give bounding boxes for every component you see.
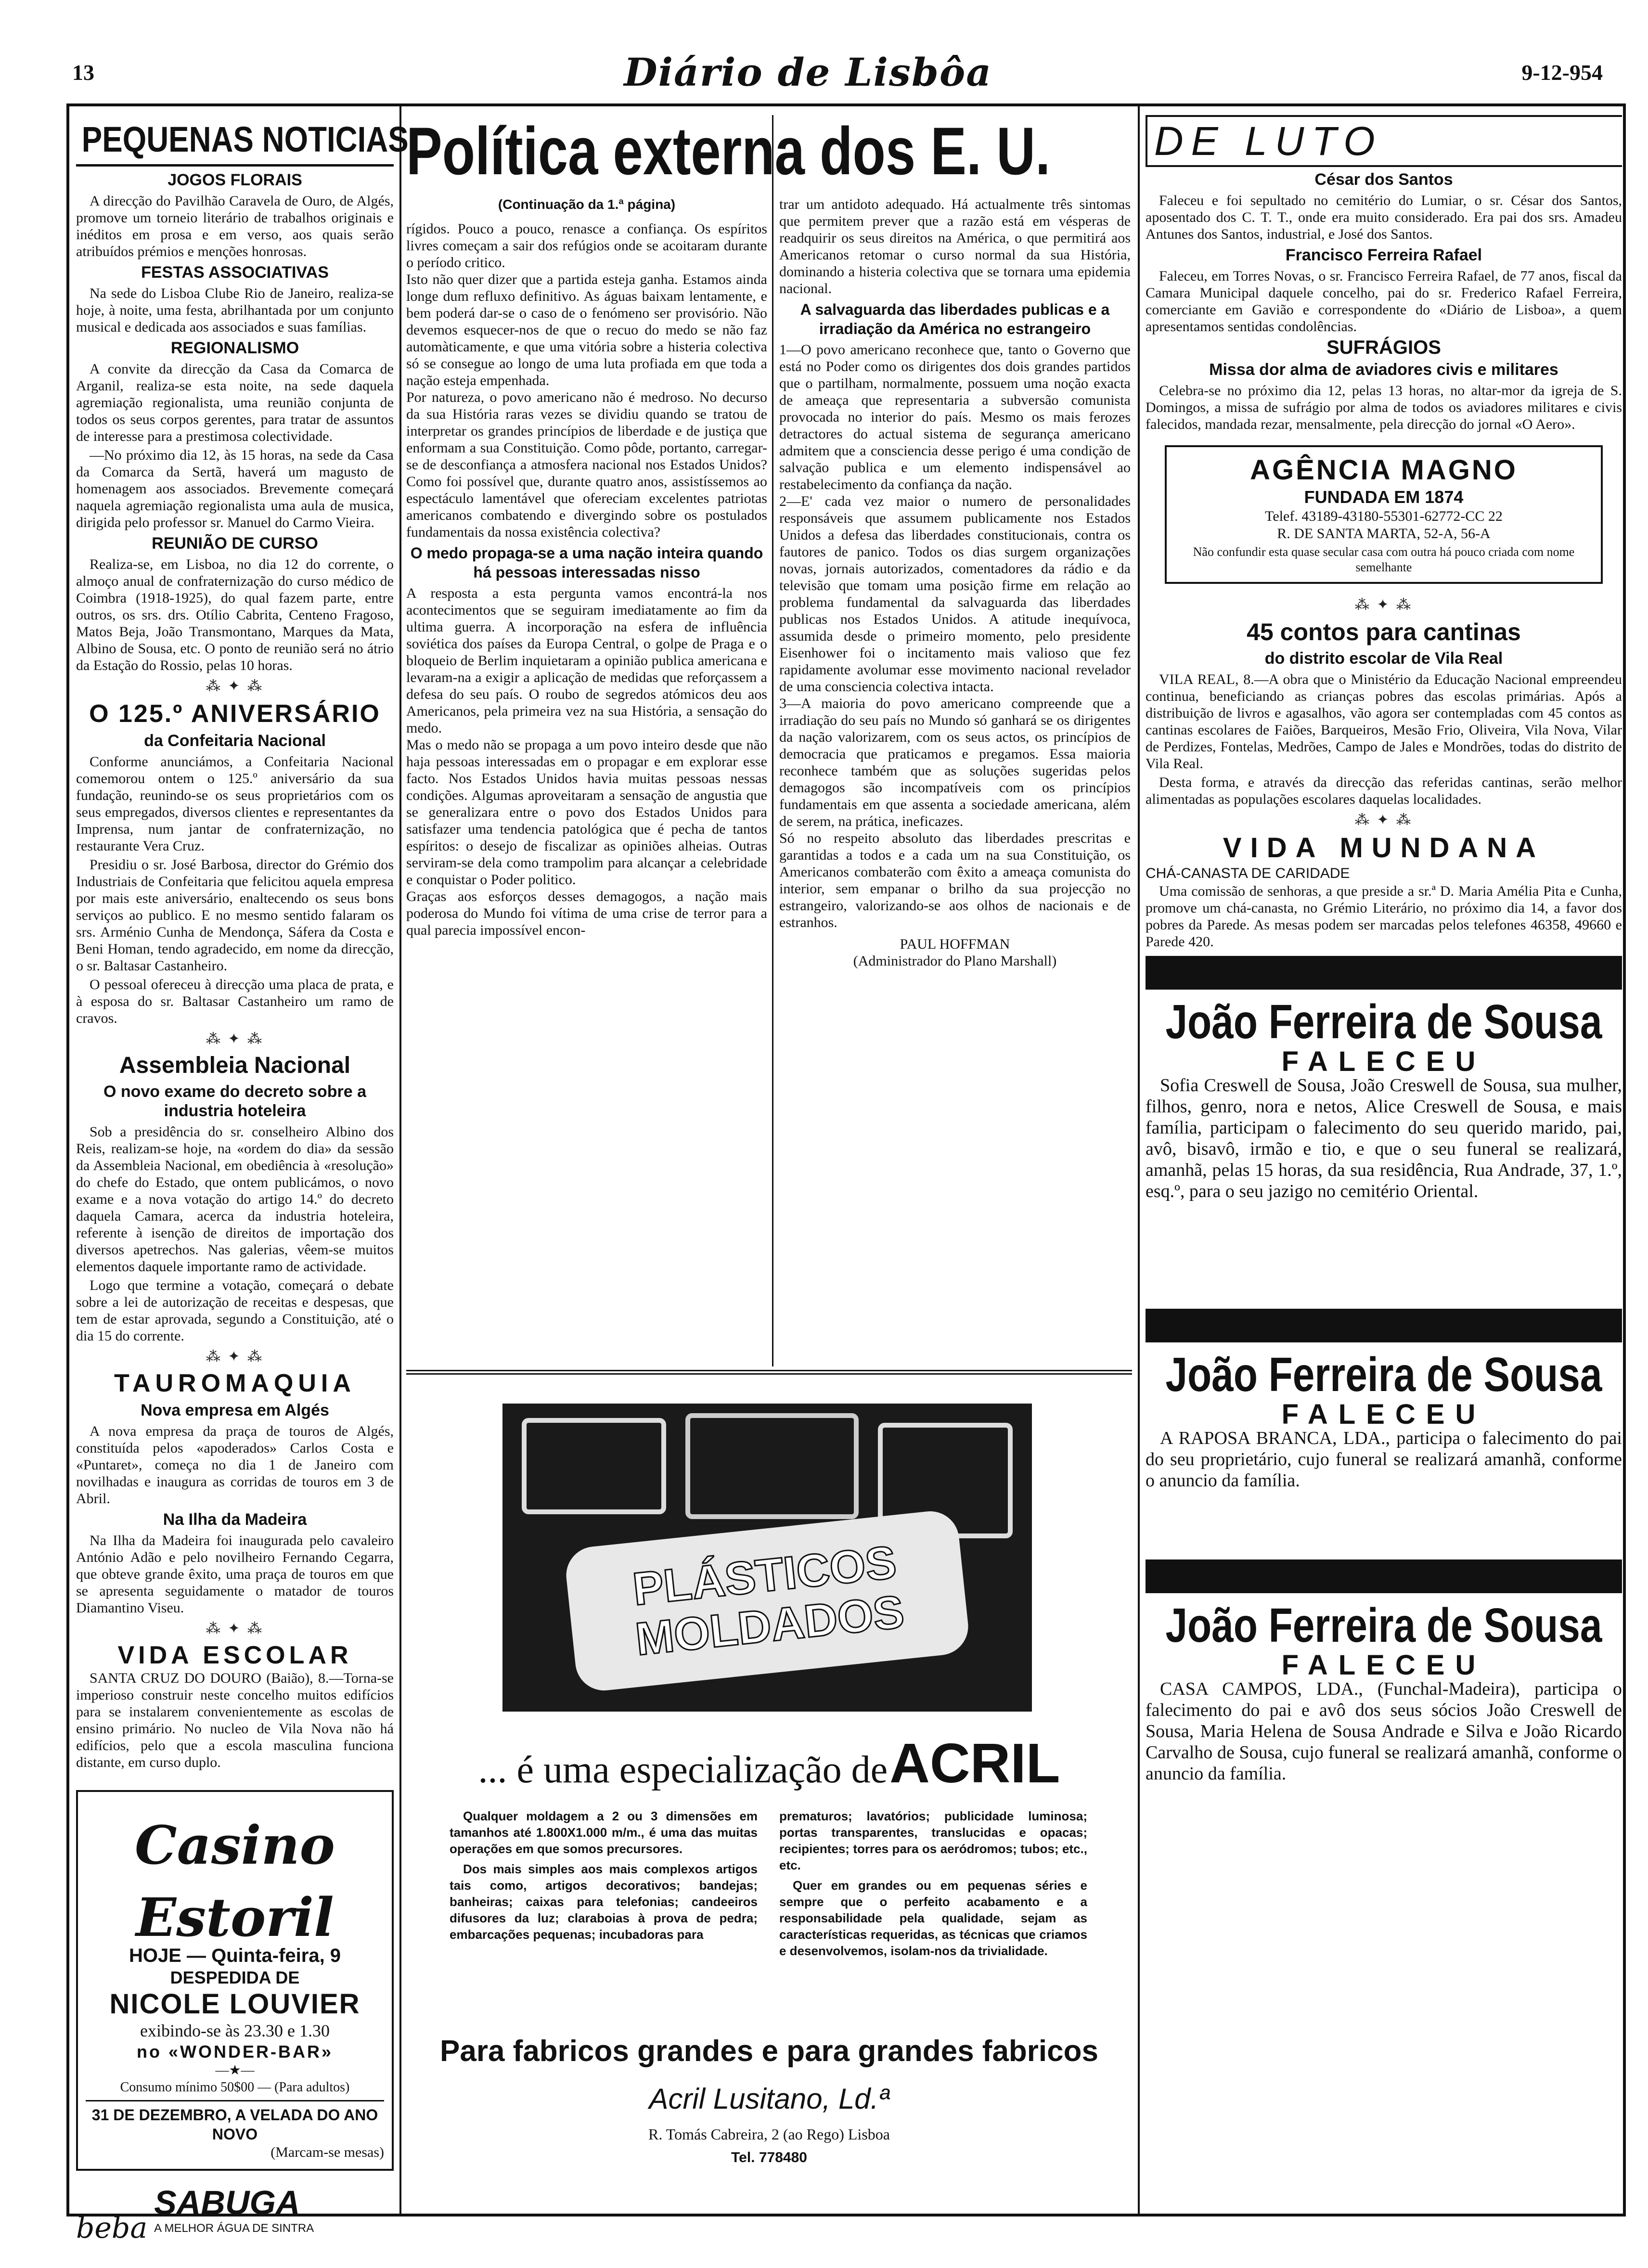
obituary-faleceu: FALECEU — [1281, 1399, 1486, 1430]
agencia-magno-ad — [1165, 445, 1603, 584]
obituary-text: A RAPOSA BRANCA, LDA., participa o falecimento do pai do seu proprietário, cujo funeral se realizará amanhã, conforme o anuncio da família. — [1146, 1428, 1622, 1491]
sabuga-ad — [76, 2184, 394, 2245]
section-title-de-luto: DE LUTO — [1146, 115, 1622, 167]
acril-address: R. Tomás Cabreira, 2 (ao Rego) Lisboa — [648, 2126, 890, 2143]
obituary-name: João Ferreira de Sousa — [1165, 1598, 1602, 1652]
casino-marcam: (Marcam-se mesas) — [270, 2144, 384, 2160]
casino-hoje: HOJE — Quinta-feira, 9 — [129, 1945, 341, 1966]
acril-text: Dos mais simples aos mais complexos artigos tais como, artigos decorativos; bandejas; banheiras; caixas para telefonias; candeeiros difusores da luz; claraboias à prova de pedra; embarcações pequenas; incubadoras para — [450, 1862, 758, 1942]
paragraph: Uma comissão de senhoras, a que preside a sr.ª D. Maria Amélia Pita e Cunha, promove um chá-canasta, no Grémio Literário, no próximo dia 14, a favor dos pobres da Parede. As mesas podem ser marcadas pelos telefones 46358, 49660 e Parede 420. — [1146, 883, 1622, 950]
subheading-sufragios: Missa dor alma de aviadores civis e militares — [1209, 361, 1558, 379]
paragraph: Faleceu e foi sepultado no cemitério do Lumiar, o sr. César dos Santos, aposentado dos C. T. T., onde era muito considerado. Era pai dos srs. Amadeu Antunes dos Santos, industrial, e José dos Santos. — [1146, 193, 1622, 242]
paragraph: rígidos. Pouco a pouco, renasce a confiança. Os espíritos livres começam a sair dos refúgios onde se acoitaram durante o período critico. — [406, 221, 767, 271]
mourning-bar — [1146, 956, 1622, 990]
paragraph: O pessoal ofereceu à direcção uma placa de prata, e à esposa do sr. Baltasar Castanheiro um ramo de cravos. — [76, 977, 394, 1026]
subheading-alges: Nova empresa em Algés — [141, 1401, 329, 1419]
magno-note: Não confundir esta quase secular casa com outra há pouco criada com nome semelhante — [1193, 545, 1575, 574]
paragraph: Mas o medo não se propaga a um povo inteiro desde que não haja pessoas interessadas em o propagar e em explorar esse facto. Nos Estados Unidos havia muitas pessoas nessas condições. Algumas aproveitaram a sensação de angustia que se generalizara entre o povo dos Estados Unidos para satisfazer uma tendencia patológica que é pecha de tantos espíritos: o desejo de fiscalizar as opiniões alheias. Outras serviram-se dela como trampolim para alcançar a celebridade e conquistar o Poder politico. — [406, 737, 767, 888]
acril-slogan: Para fabricos grandes e para grandes fabricos — [440, 2035, 1098, 2068]
casino-new-year: 31 DE DEZEMBRO, A VELADA DO ANO NOVO — [91, 2106, 378, 2143]
ornament-divider: ⁂ ✦ ⁂ — [206, 1031, 264, 1047]
article-politica-externa — [406, 115, 1132, 1366]
heading-aniversario: O 125.º ANIVERSÁRIO — [89, 700, 381, 728]
section-title-pequenas-noticias: PEQUENAS NOTICIAS — [81, 119, 409, 159]
acril-text: Quer em grandes ou em pequenas séries e sempre que o perfeito acabamento e a responsabilidade pela qualidade, sejam as características requeridas, as técnicas que criamos e desenvolvemos, isolam-nos da trivialidade. — [779, 1878, 1087, 1958]
column-divider — [399, 106, 401, 2214]
obituary-faleceu: FALECEU — [1281, 1046, 1486, 1077]
column-luto — [1146, 115, 1622, 2205]
acril-brand: ACRIL — [889, 1732, 1060, 1794]
page-number: 13 — [72, 60, 94, 85]
paragraph: A resposta a esta pergunta vamos encontrá-la nos acontecimentos que se seguiram imediatamente ao fim da ultima guerra. A incorporação na esfera de influência soviética dos países da Europa Central, o golpe de Praga e o bloqueio de Berlim inquietaram a opinião publica americana e levaram-na a exigir a aplicação de medidas que reforçassem a defesa do seu país. O roubo de segredos atómicos deu aos Americanos, pela primeira vez na sua História, a sensação do medo. — [406, 585, 767, 736]
sabuga-name: SABUGA — [154, 2184, 300, 2221]
heading-sufragios: SUFRÁGIOS — [1326, 337, 1441, 358]
paragraph: Desta forma, e através da direcção das referidas cantinas, serão melhor alimentadas as populações escolares daquelas localidades. — [1146, 774, 1622, 807]
magno-address: R. DE SANTA MARTA, 52-A, 56-A — [1277, 526, 1491, 541]
ornament-divider: ⁂ ✦ ⁂ — [206, 1621, 264, 1637]
paragraph: Na Ilha da Madeira foi inaugurada pelo cavaleiro António Adão e pelo novilheiro Fernando Cegarra, que obteve grande êxito, uma praça de touros em que se apresenta seguidamente o matador de touros Diamantino Viseu. — [76, 1533, 394, 1616]
acril-text: Qualquer moldagem a 2 ou 3 dimensões em tamanhos até 1.800X1.000 m/m., é uma das muitas operações em que somos precursores. — [450, 1809, 758, 1856]
casino-artist: NICOLE LOUVIER — [109, 1988, 360, 2020]
heading-vida-escolar: VIDA ESCOLAR — [117, 1641, 352, 1669]
paragraph: Por natureza, o povo americano não é medroso. No decurso da sua História raras vezes se dividiu quando se tratou de interpretar os grandes princípios de liberdade e de justiça que enformam a sua Constituição. Como pôde, portanto, carregar-se de desconfiança a atmosfera nacional nos Estados Unidos? Como foi possível que, durante quatro anos, assistíssemos ao espectáculo lamentável que ofereciam excelentes patriotas americanos combatendo e divergindo sobre os postulados fundamentais da nossa existência colectiva? — [406, 389, 767, 540]
mourning-bar — [1146, 1559, 1622, 1593]
issue-date: 9-12-954 — [1521, 60, 1603, 85]
article-title: Política externa dos E. U. — [406, 113, 1051, 189]
paragraph: VILA REAL, 8.—A obra que o Ministério da Educação Nacional empreendeu continua, beneficiando as crianças pobres das escolas primárias. Após a distribuição de livros e agasalhos, vão agora ser contempladas com 45 contos as cantinas escolares de Faiões, Barqueiros, Mesão Frio, Oliveira, Vila Nova, Vilar de Perdizes, Fontelas, Medrões, Campo de Jales e Mondrões, todas do distrito de Vila Real. — [1146, 671, 1622, 772]
obituary-text: CASA CAMPOS, LDA., (Funchal-Madeira), participa o falecimento do pai e avô dos seus sócios João Creswell de Sousa, Maria Helena de Sousa Andrade e Silva e João Ricardo Carvalho de Sousa, cujo funeral se realizará amanhã, conforme o anuncio da família. — [1146, 1679, 1622, 1784]
obit-name: César dos Santos — [1314, 170, 1453, 189]
paragraph: Presidiu o sr. José Barbosa, director do Grémio dos Industriais de Confeitaria que felicitou aquela empresa por mais este aniversário, enaltecendo os seus bons serviços ao publico. E no mesmo sentido falaram os srs. Arménio Cunha de Mendonça, Sáfera da Costa e Beni Homan, tendo agradecido, em nome da direcção, o sr. Baltasar Castanheiro. — [76, 857, 394, 974]
paragraph: 3—A maioria do povo americano compreende que a irradiação do seu país no Mundo só ganhará se os dirigentes da nação valorizarem, com os seus actos, os princípios de democracia que praticamos e pregamos. Essa maioria reconhece também que as soluções sugeridas pelos demagogos são incompatíveis com os princípios fundamentais em que assenta a sociedade americana, além de serem, na prática, ineficazes. — [779, 696, 1131, 829]
subheading-madeira: Na Ilha da Madeira — [163, 1510, 307, 1529]
acril-ad — [406, 1370, 1132, 2212]
article-signature: PAUL HOFFMAN — [900, 936, 1010, 952]
heading-reuniao-curso: REUNIÃO DE CURSO — [152, 534, 318, 553]
paragraph: A nova empresa da praça de touros de Algés, constituída pelos «apoderados» Carlos Costa e «Puntaret», começa no dia 1 de Janeiro com novilhadas e inaugura as corridas de touros em 3 de Abril. — [76, 1423, 394, 1507]
obituary-faleceu: FALECEU — [1281, 1649, 1486, 1681]
article-signature-role: (Administrador do Plano Marshall) — [853, 953, 1057, 969]
heading-tauromaquia: TAUROMAQUIA — [114, 1369, 356, 1397]
paragraph: trar um antidoto adequado. Há actualmente três sintomas que permitem prever que a razão está em vésperas de readquirir os seus direitos na América, o que permitirá aos Americanos retomar o curso normal da sua História, dominando a histeria colectiva que se tornara uma epidemia nacional. — [779, 196, 1131, 296]
paragraph: Isto não quer dizer que a partida esteja ganha. Estamos ainda longe dum refluxo definitivo. As águas baixam lentamente, e bem poderá dar-se o caso de o fenómeno ser provisório. Não devemos esquecer-nos de que o recuo do medo se não faz automàticamente, e que uma vitória sobre a histeria colectiva só se consegue ao longo de uma luta profiada em que toda a nação esteja empenhada. — [406, 271, 767, 388]
heading-jogos-florais: JOGOS FLORAIS — [167, 171, 302, 189]
paragraph: A convite da direcção da Casa da Comarca de Arganil, realiza-se esta noite, na sede daquela agremiação regionalista, uma reunião conjunta de todos os seus corpos gerentes, para tratar de assuntos de interesse para a prestimosa colectividade. — [76, 361, 394, 444]
magno-phones: Telef. 43189-43180-55301-62772-CC 22 — [1265, 508, 1503, 524]
heading-cantinas: 45 contos para cantinas — [1247, 619, 1521, 645]
acril-plasticos: PLÁSTICOS MOLDADOS — [630, 1536, 907, 1665]
page-frame — [66, 103, 1626, 2245]
mourning-bar — [1146, 1309, 1622, 1342]
heading-vida-mundana: VIDA MUNDANA — [1223, 832, 1545, 863]
paragraph: 1—O povo americano reconhece que, tanto o Governo que está no Poder como os dirigentes dos dois grandes partidos que o partilham, normalmente, possuem uma noção exacta de ameaça que representaria a subversão comunista provocada no interior do país. Mesmo os mais ferozes detractores do actual sistema de segurança americano admitem que a consciencia desse perigo é uma condição de salvação publica e um elemento indispensável ao restabelecimento da confiança da nação. — [779, 342, 1131, 492]
paragraph: Realiza-se, em Lisboa, no dia 12 do corrente, o almoço anual de confraternização do curso médico de Coimbra (1918-1925), do qual fazem parte, entre outros, os srs. drs. Otílio Cabrita, Centeno Fragoso, Matos Beja, João Transmontano, Marques da Mata, Albino de Sousa, etc. O ponto de reunião será no átrio da Estação do Rossio, pelas 10 horas. — [76, 556, 394, 673]
acril-tel: Tel. 778480 — [731, 2150, 807, 2165]
column-news — [76, 115, 409, 2245]
ornament-divider: ⁂ ✦ ⁂ — [1354, 812, 1413, 828]
acril-photo — [502, 1404, 1032, 1712]
heading-regionalismo: REGIONALISMO — [170, 339, 299, 357]
page-header — [72, 46, 1603, 99]
ornament-divider: ⁂ ✦ ⁂ — [1354, 597, 1413, 613]
subheading-confeitaria: da Confeitaria Nacional — [144, 732, 326, 750]
paragraph: Logo que termine a votação, começará o debate sobre a lei de autorização de receitas e despesas, que tem de estar aprovada, segundo a Constituição, até o dia 15 do corrente. — [76, 1277, 394, 1344]
casino-bar: no «WONDER-BAR» — [137, 2042, 333, 2062]
paragraph: Faleceu, em Torres Novas, o sr. Francisco Ferreira Rafael, de 77 anos, fiscal da Camara Municipal daquele concelho, pai do sr. Frederico Rafael Ferreira, comerciante em Gavião e correspondente do «Diário de Lisboa», a quem apresentamos sentidas condolências. — [1146, 268, 1622, 335]
acril-text: prematuros; lavatórios; publicidade luminosa; portas transparentes, translucidas e opacas; recipientes; torres para os aeródromos; tubos; etc., etc. — [779, 1809, 1087, 1872]
article-subhead: A salvaguarda das liberdades publicas e a irradiação da América no estrangeiro — [800, 301, 1110, 337]
paragraph: 2—E' cada vez maior o numero de personalidades responsáveis que assumem publicamente nos Estados Unidos a defesa das liberdades constitucionais, contra os fautores de panico. Todos os dias surgem organizações novas, jornais autorizados, comentadores da rádio e da televisão que tomam uma posição firme em relação ao problema fundamental da salvaguarda das liberdades publicas nos Estados Unidos. A atitude inequívoca, assumida desde o primeiro momento, pelo presidente Eisenhower foi o incitamento mais valioso que fez rapidamente avolumar esse movimento nacional revelador de uma consciencia colectiva intacta. — [779, 493, 1131, 695]
magno-founded: FUNDADA EM 1874 — [1304, 487, 1464, 507]
acril-tagline: ... é uma especialização de ACRIL — [478, 1732, 1060, 1794]
casino-logo: Casino Estoril — [135, 1814, 335, 1948]
masthead: Diário de Lisbôa — [624, 50, 992, 95]
paragraph: Só no respeito absoluto das liberdades prescritas e garantidas a todos e a cada um na sua Constituição, os Americanos combaterão com êxito a ameaça comunista do interior, sem empanar o brilho da sua projecção no estrangeiro, valorizando-se aos olhos de nacionais e de estranhos. — [779, 830, 1131, 930]
obituary-text: Sofia Creswell de Sousa, João Creswell de Sousa, sua mulher, filhos, genro, nora e netos, Alice Creswell de Sousa, e mais família, participam o falecimento do seu querido marido, pai, avô, bisavô, irmão e tio, e que o seu funeral se realizará, amanhã, pelas 15 horas, da sua residência, Rua Andrade, 37, 1.º, esq.º, para o seu jazigo no cemitério Oriental. — [1146, 1075, 1622, 1201]
paragraph: —No próximo dia 12, às 15 horas, na sede da Casa da Comarca da Sertã, haverá um magusto de homenagem aos associados. Brevemente começará naquela agremiação regionalista uma aula de musica, dirigida pelo professor sr. Manuel do Carmo Vieira. — [76, 447, 394, 530]
heading-assembleia: Assembleia Nacional — [119, 1053, 351, 1078]
paragraph: Na sede do Lisboa Clube Rio de Janeiro, realiza-se hoje, à noite, uma festa, abrilhantada por um conjunto musical e dedicada aos associados e suas famílias. — [76, 285, 394, 335]
paragraph: SANTA CRUZ DO DOURO (Baião), 8.—Torna-se imperioso construir neste concelho muitos edifícios para se instalarem convenientemente as escolas de ensino primário. No nucleo de Vila Nova não há edifícios, pelo que a escola masculina funciona distante, em curso duplo. — [76, 1670, 394, 1770]
sabuga-tagline: A MELHOR ÁGUA DE SINTRA — [154, 2222, 314, 2235]
obituary-name: João Ferreira de Sousa — [1165, 995, 1602, 1049]
sabuga-beba: beba — [76, 2211, 148, 2245]
article-subhead: O medo propaga-se a uma nação inteira quando há pessoas interessadas nisso — [410, 544, 763, 581]
ornament-divider: ⁂ ✦ ⁂ — [206, 1349, 264, 1365]
casino-consumo: Consumo mínimo 50$00 — (Para adultos) — [120, 2080, 350, 2095]
paragraph: Celebra-se no próximo dia 12, pelas 13 horas, no altar-mor da igreja de S. Domingos, a missa de sufrágio por alma de todos os aviadores militares e civis falecidos, mandada rezar, mensalmente, pela direcção do jornal «O Aero». — [1146, 383, 1622, 432]
acril-company: Acril Lusitano, Ld.ª — [649, 2083, 889, 2115]
subheading-cha-canasta: CHÁ-CANASTA DE CARIDADE — [1146, 865, 1350, 881]
article-continuation: (Continuação da 1.ª página) — [498, 197, 676, 212]
ornament-divider: ⁂ ✦ ⁂ — [206, 678, 264, 694]
paragraph: Conforme anunciámos, a Confeitaria Nacional comemorou ontem o 125.º aniversário da sua fundação, reunindo-se os seus proprietários com os seus empregados, diversos clientes e representantes da Imprensa, num jantar de confraternização, no restaurante Vera Cruz. — [76, 754, 394, 854]
heading-festas: FESTAS ASSOCIATIVAS — [141, 263, 329, 282]
casino-times: exibindo-se às 23.30 e 1.30 — [140, 2021, 330, 2040]
obit-name: Francisco Ferreira Rafael — [1285, 246, 1482, 264]
column-divider — [1138, 106, 1140, 2214]
paragraph: Graças aos esforços desses demagogos, a nação mais poderosa do Mundo foi vítima de uma crise de terror para a qual parecia impossível encon- — [406, 889, 767, 938]
casino-despedida: DESPEDIDA DE — [170, 1968, 300, 1987]
magno-name: AGÊNCIA MAGNO — [1250, 454, 1518, 486]
obituary-name: João Ferreira de Sousa — [1165, 1348, 1602, 1402]
subheading-assembleia: O novo exame do decreto sobre a industria hoteleira — [103, 1082, 367, 1120]
paragraph: A direcção do Pavilhão Caravela de Ouro, de Algés, promove um torneio literário de trabalhos originais e inéditos em prosa e em verso, aos quais serão atribuídos prémios e menções honrosas. — [76, 193, 394, 259]
subheading-vila-real: do distrito escolar de Vila Real — [1264, 649, 1503, 668]
divider — [76, 164, 394, 167]
casino-ad: Casino Estoril HOJE — Quinta-feira, 9 DESPEDIDA DE NICOLE LOUVIER exibindo-se às 23.30 e 1.30 no «WONDER-BAR» —★— Consumo mínimo 50$00 — (Para adultos) 31 DE DEZEMBRO, A VELADA DO ANO NOVO (Marcam-se mesas) — [76, 1790, 394, 2171]
paragraph: Sob a presidência do sr. conselheiro Albino dos Reis, realizam-se hoje, na «ordem do dia» da sessão da Assembleia Nacional, em obediência à «resolução» do chefe do Estado, que ontem publicámos, o novo exame e a nova votação do artigo 14.º do decreto daquela Camara, acerca da industria hoteleira, referente à isenção de direitos de importação dos diversos apetrechos. Nas galerias, vêem-se muitos elementos daquele importante ramo de actividade. — [76, 1124, 394, 1275]
